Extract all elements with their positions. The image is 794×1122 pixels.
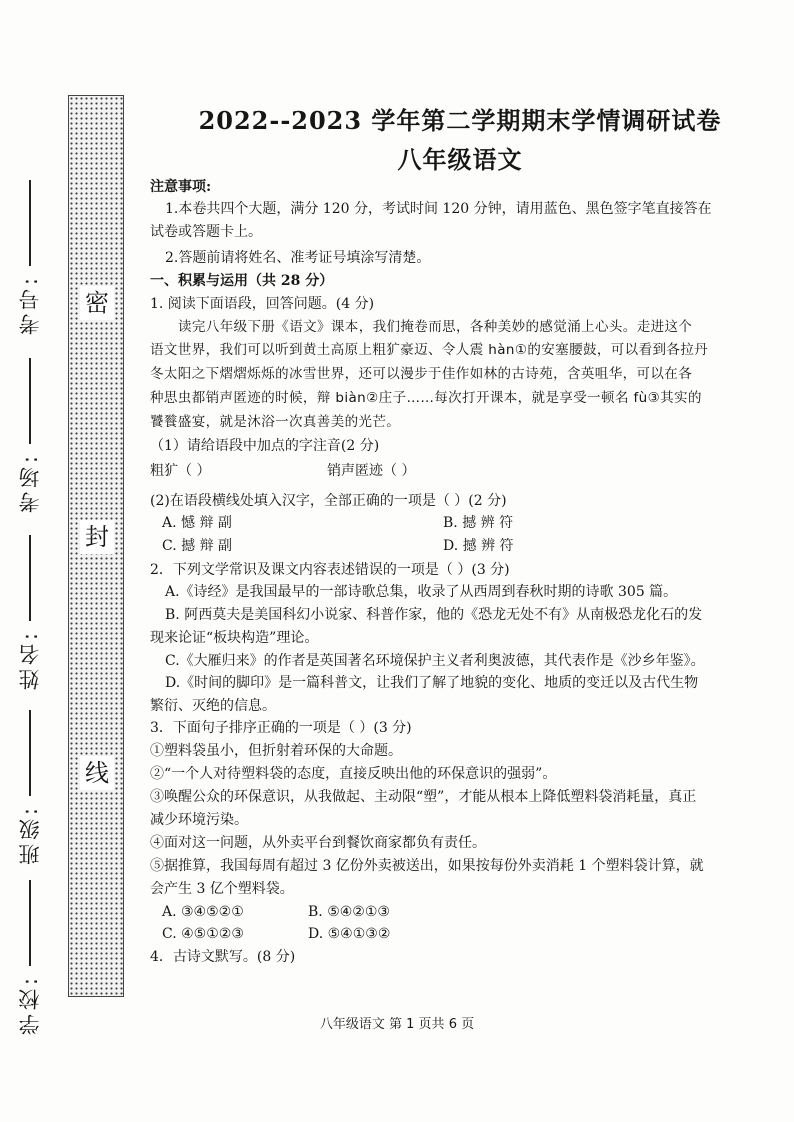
seal-char-xian: 线 (80, 756, 114, 790)
q1-passage-line: 冬太阳之下熠熠烁烁的冰雪世界，还可以漫步于佳作如林的古诗苑，含英咀华，可以在各 (150, 366, 693, 382)
field-name[interactable] (8, 535, 52, 690)
field-class[interactable] (8, 710, 52, 865)
field-exam-room[interactable] (8, 358, 52, 513)
q1-option-a[interactable]: A. 憾 辩 副 (162, 515, 232, 531)
seal-char-feng: 封 (80, 520, 114, 554)
q2-option-b[interactable]: B. 阿西莫夫是美国科幻小说家、科普作家，他的《恐龙无处不有》从南极恐龙化石的发 (165, 607, 703, 623)
q3-stem: 3．下面句子排序正确的一项是（ ）(3 分) (150, 720, 412, 736)
q2-option-b-cont: 现来论证“板块构造”理论。 (150, 630, 319, 646)
notes-item-1b: 试卷或答题卡上。 (150, 224, 262, 240)
school-label: 学校: (18, 974, 42, 1036)
exam-room-line[interactable] (29, 358, 31, 444)
q3-sentence-2: ②“一个人对待塑料袋的态度，直接反映出他的环保意识的强弱”。 (150, 766, 557, 782)
q3-option-d[interactable]: D. ⑤④①③② (308, 926, 391, 942)
q1-passage-line: 饕餮盛宴，就是沐浴一次真善美的光芒。 (150, 414, 401, 430)
q2-option-d[interactable]: D.《时间的脚印》是一篇科普文，让我们了解了地貌的变化、地质的变迁以及古代生物 (165, 675, 699, 691)
q2-stem: 2．下列文学常识及课文内容表述错误的一项是（ ）(3 分) (150, 562, 510, 578)
seal-char-mi: 密 (80, 286, 114, 320)
notes-item-2: 2.答题前请将姓名、准考证号填涂写清楚。 (165, 250, 431, 266)
notes-item-1a: 1.本卷共四个大题，满分 120 分，考试时间 120 分钟，请用蓝色、黑色签字笔直接答在 (165, 201, 712, 217)
exam-title: 2022--2023 学年第二学期期末学情调研试卷 (198, 106, 722, 135)
q3-sentence-1: ①塑料袋虽小，但折射着环保的大命题。 (150, 743, 402, 759)
exam-room-label: 考场: (18, 452, 42, 514)
q3-sentence-3: ③唤醒公众的环保意识，从我做起、主动限“塑”，才能从根本上降低塑料袋消耗量，真正 (150, 789, 697, 805)
q2-option-d-cont: 繁衍、灭绝的信息。 (150, 698, 276, 714)
q1-passage-line: 读完八年级下册《语文》课本，我们掩卷而思，各种美妙的感觉涌上心头。走进这个 (178, 319, 693, 335)
q1-passage-line: 语文世界，我们可以听到黄土高原上粗犷豪迈、令人震 hàn①的安塞腰鼓，可以看到各拉丹 (150, 342, 709, 358)
q1-option-d[interactable]: D. 撼 辨 符 (443, 538, 514, 554)
notes-heading: 注意事项: (150, 179, 212, 195)
q1-passage-line: 种思虫都销声匿迹的时候，辩 biàn②庄子……每次打开课本，就是享受一顿名 fù③其实的 (150, 390, 702, 406)
q3-sentence-5-cont: 会产生 3 亿个塑料袋。 (150, 881, 294, 897)
class-line[interactable] (29, 710, 31, 796)
school-line[interactable] (29, 880, 31, 966)
q1-sub1: （1）请给语段中加点的字注音(2 分) (150, 438, 380, 454)
exam-number-line[interactable] (29, 180, 31, 266)
q3-option-a[interactable]: A. ③④⑤②① (162, 904, 244, 920)
q1-option-c[interactable]: C. 撼 辩 副 (162, 538, 233, 554)
q1-option-b[interactable]: B. 撼 辨 符 (443, 515, 514, 531)
q2-option-a[interactable]: A.《诗经》是我国最早的一部诗歌总集，收录了从西周到春秋时期的诗歌 305 篇。 (165, 584, 678, 600)
q3-sentence-4: ④面对这一问题，从外卖平台到餐饮商家都负有责任。 (150, 835, 486, 851)
q3-sentence-3-cont: 减少环境污染。 (150, 812, 248, 828)
name-label: 姓名: (18, 629, 42, 691)
q1-sub1-answer-b[interactable]: 销声匿迹（ ） (327, 463, 416, 479)
q1-sub2: (2)在语段横线处填入汉字，全部正确的一项是（ ）(2 分) (150, 493, 507, 509)
q1-stem: 1. 阅读下面语段，回答问题。(4 分) (150, 296, 375, 312)
q1-sub1-answer-a[interactable]: 粗犷（ ） (150, 463, 211, 479)
q2-option-c[interactable]: C.《大雁归来》的作者是英国著名环境保护主义者利奥波德，其代表作是《沙乡年鉴》。 (165, 653, 705, 669)
field-school[interactable] (8, 880, 52, 1035)
field-exam-number[interactable] (8, 180, 52, 335)
class-label: 班级: (18, 804, 42, 866)
name-line[interactable] (29, 535, 31, 621)
section-1-heading: 一、积累与运用（共 28 分） (150, 273, 334, 289)
q3-option-c[interactable]: C. ④⑤①②③ (162, 926, 244, 942)
exam-subtitle: 八年级语文 (397, 145, 523, 174)
page-footer: 八年级语文 第 1 页共 6 页 (319, 1017, 475, 1032)
q3-option-b[interactable]: B. ⑤④②①③ (308, 904, 390, 920)
q4-stem: 4．古诗文默写。(8 分) (150, 949, 296, 965)
exam-number-label: 考号: (18, 274, 42, 336)
q3-sentence-5: ⑤据推算，我国每周有超过 3 亿份外卖被送出，如果按每份外卖消耗 1 个塑料袋计算，就 (150, 858, 704, 874)
